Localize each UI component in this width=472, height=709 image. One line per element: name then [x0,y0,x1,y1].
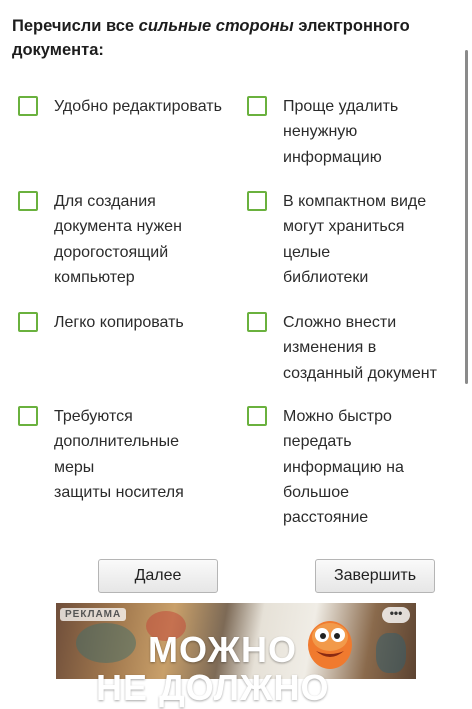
option-label: Проще удалить ненужную информацию [283,98,399,166]
checkbox[interactable] [18,406,38,426]
next-button[interactable]: Далее [98,559,218,593]
option-label: Для создания документа нужен дорогостоящий компьютер [54,193,182,286]
ad-background-art [76,623,136,663]
checkbox[interactable] [18,191,38,211]
checkbox[interactable] [247,191,267,211]
more-options-icon[interactable]: ••• [382,607,410,623]
question-emphasis: сильные стороны [138,17,294,35]
question-part2: электронного документа: [12,17,410,59]
option-label: В компактном виде могут храниться целые библиотеки [283,193,427,286]
checkbox[interactable] [247,96,267,116]
option-label: Удобно редактировать [54,98,222,115]
finish-button[interactable]: Завершить [315,559,435,593]
option-label: Можно быстро передать информацию на большое расстояние [283,408,404,527]
ad-headline: МОЖНО [148,629,298,670]
ad-label: РЕКЛАМА [60,608,126,621]
checkbox[interactable] [247,406,267,426]
checkbox[interactable] [18,96,38,116]
ad-headline-line2: НЕ ДОЛЖНО [96,667,330,708]
question-part1: Перечисли все [12,17,139,35]
option-label: Требуются дополнительные меры защиты носителя [54,408,184,501]
option-label: Сложно внести изменения в созданный документ [283,314,437,382]
scrollbar[interactable] [465,50,468,384]
option-label: Легко копировать [54,314,184,331]
ad-background-art [376,633,406,673]
mascot-icon [302,613,358,673]
question-text [12,14,452,62]
checkbox[interactable] [18,312,38,332]
checkbox[interactable] [247,312,267,332]
ad-banner[interactable] [56,603,416,708]
